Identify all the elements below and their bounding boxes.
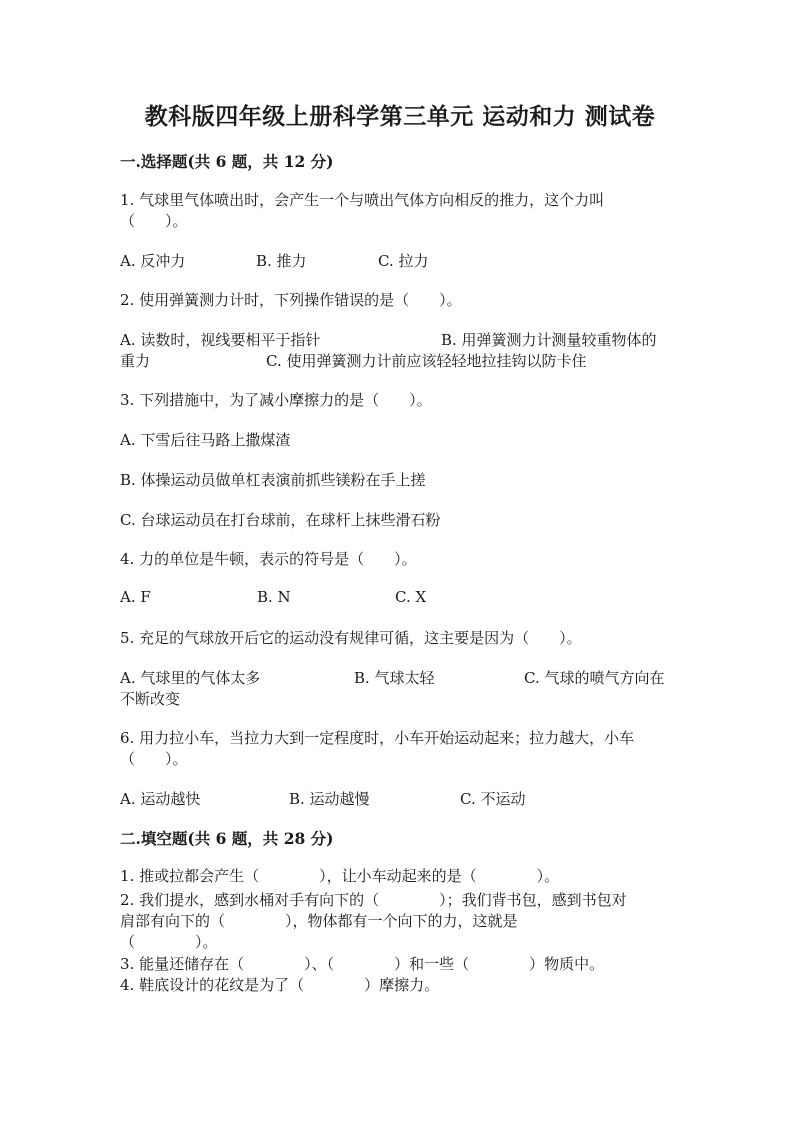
question-6-option-c: C. 不运动	[460, 790, 526, 808]
question-3-option-b: B. 体操运动员做单杠表演前抓些镁粉在手上搓	[120, 471, 426, 489]
question-2-stem: 2. 使用弹簧测力计时，下列操作错误的是（ ）。	[120, 291, 462, 309]
question-4-stem: 4. 力的单位是牛顿，表示的符号是（ ）。	[120, 550, 417, 568]
question-6-option-b: B. 运动越慢	[289, 790, 370, 808]
question-6-stem: 6. 用力拉小车，当拉力大到一定程度时，小车开始运动起来；拉力越大，小车	[120, 729, 635, 747]
question-1-stem-cont: （ ）。	[120, 212, 188, 230]
question-6-stem-cont: （ ）。	[120, 750, 188, 768]
question-5-option-a: A. 气球里的气体太多	[120, 669, 261, 687]
question-1-option-c: C. 拉力	[378, 252, 429, 270]
question-2-option-b: B. 用弹簧测力计测量较重物体的	[441, 331, 657, 349]
question-5-option-b: B. 气球太轻	[354, 669, 435, 687]
fill-3: 3. 能量还储存在（ ）、（ ）和一些（ ）物质中。	[120, 955, 605, 973]
question-4-option-c: C. X	[395, 588, 427, 606]
fill-1: 1. 推或拉都会产生（ ），让小车动起来的是（ ）。	[120, 867, 560, 885]
page-title: 教科版四年级上册科学第三单元 运动和力 测试卷	[144, 103, 656, 130]
question-5-option-c-cont: 不断改变	[120, 690, 181, 708]
fill-2-cont-2: （ ）。	[120, 933, 218, 951]
question-3-stem: 3. 下列措施中，为了减小摩擦力的是（ ）。	[120, 391, 432, 409]
question-5-option-c: C. 气球的喷气方向在	[524, 669, 665, 687]
fill-4: 4. 鞋底设计的花纹是为了（ ）摩擦力。	[120, 976, 440, 994]
question-2-option-a: A. 读数时，视线要相平于指针	[120, 331, 321, 349]
question-3-option-a: A. 下雪后往马路上撒煤渣	[120, 431, 291, 449]
question-4-option-a: A. F	[120, 588, 151, 606]
fill-2-cont: 肩部有向下的（ ），物体都有一个向下的力，这就是	[120, 912, 518, 930]
question-2-option-c: C. 使用弹簧测力计前应该轻轻地拉挂钩以防卡住	[266, 352, 587, 370]
question-1-option-b: B. 推力	[256, 252, 307, 270]
question-6-option-a: A. 运动越快	[120, 790, 201, 808]
question-1-option-a: A. 反冲力	[120, 252, 186, 270]
section-heading-choice: 一.选择题(共 6 题，共 12 分)	[120, 152, 334, 171]
question-4-option-b: B. N	[257, 588, 291, 606]
section-heading-fill: 二.填空题(共 6 题，共 28 分)	[120, 829, 334, 848]
question-3-option-c: C. 台球运动员在打台球前，在球杆上抹些滑石粉	[120, 511, 441, 529]
question-1-stem: 1. 气球里气体喷出时，会产生一个与喷出气体方向相反的推力，这个力叫	[120, 191, 605, 209]
question-2-option-b-cont: 重力	[120, 352, 151, 370]
fill-2: 2. 我们提水，感到水桶对手有向下的（ ）；我们背书包，感到书包对	[120, 891, 627, 909]
question-5-stem: 5. 充足的气球放开后它的运动没有规律可循，这主要是因为（ ）。	[120, 629, 582, 647]
